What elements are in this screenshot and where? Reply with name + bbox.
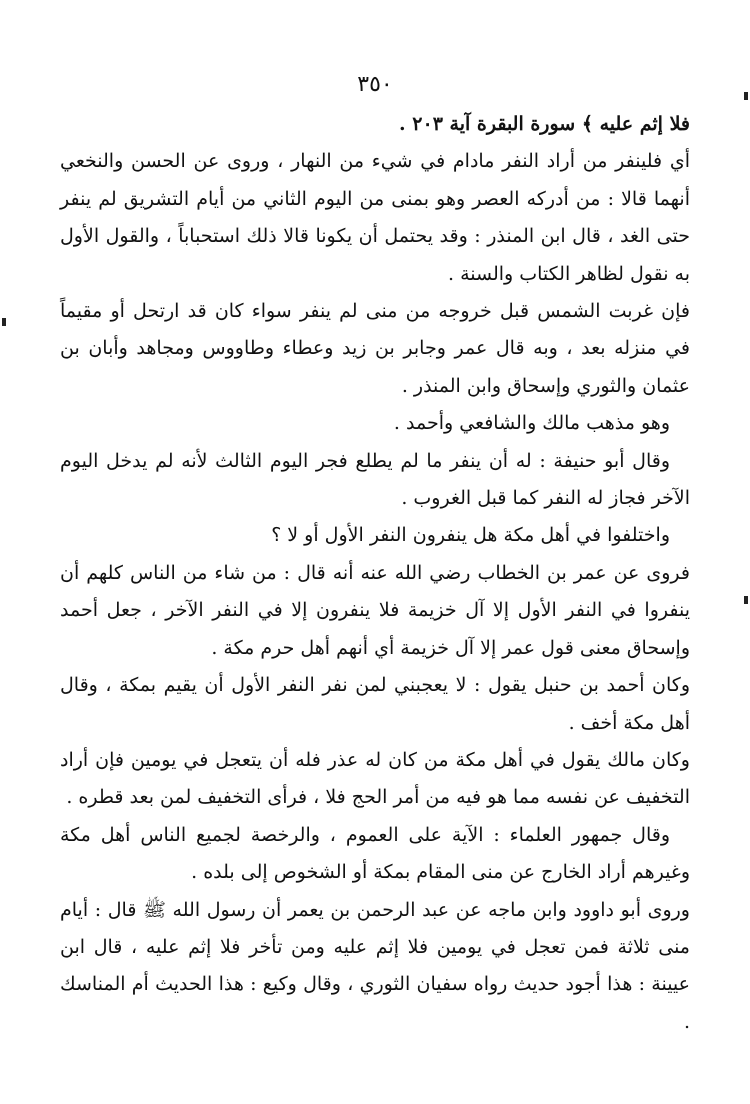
paragraph: وهو مذهب مالك والشافعي وأحمد . [393,412,670,435]
paragraph: فلا إثم عليه ﴾ سورة البقرة آية ٢٠٣ . [399,113,690,135]
body-text [60,106,690,1041]
paragraph: وكان مالك يقول في أهل مكة من كان له عذر فله أن يتعجل في يومين فإن أراد التخفيف عن نفسه مما هو فيه من أمر الحج فلا ، فرأى التخفيف لمن بعد قطره . [60,748,690,809]
margin-mark-left [2,318,6,326]
paragraph: وقال جمهور العلماء : الآية على العموم ، والرخصة لجميع الناس أهل مكة وغيرهم أراد الخارج عن منى المقام بمكة أو الشخوص إلى بلده . [60,823,690,884]
margin-mark-right [744,596,748,604]
paragraph: فروى عن عمر بن الخطاب رضي الله عنه أنه قال : من شاء من الناس كلهم أن ينفروا في النفر الأول إلا آل خزيمة فلا ينفرون إلا في النفر الآخر ، جعل أحمد وإسحاق معنى قول عمر إلا آل خزيمة أي أنهم أهل حرم مكة . [60,561,690,659]
paragraph: وكان أحمد بن حنبل يقول : لا يعجبني لمن نفر النفر الأول أن يقيم بمكة ، وقال أهل مكة أخف . [60,674,690,734]
paragraph: فإن غربت الشمس قبل خروجه من منى لم ينفر سواء كان قد ارتحل أو مقيماً في منزله بعد ، وبه قال عمر وجابر بن زيد وعطاء وطاووس ومجاهد وأبان بن عثمان والثوري وإسحاق وابن المنذر . [60,300,690,397]
paragraph: وقال أبو حنيفة : له أن ينفر ما لم يطلع فجر اليوم الثالث لأنه لم يدخل اليوم الآخر فجاز له النفر كما قبل الغروب . [60,449,690,510]
paragraph: واختلفوا في أهل مكة هل ينفرون النفر الأول أو لا ؟ [271,524,670,547]
document-page [60,70,690,1041]
margin-mark-top-right [744,92,748,100]
paragraph: أي فلينفر من أراد النفر مادام في شيء من النهار ، وروى عن الحسن والنخعي أنهما قالا : من أدركه العصر وهو بمنى من اليوم الثاني من أيام التشريق لم ينفر حتى الغد ، قال ابن المنذر : وقد يحتمل أن يكونا قالا ذلك استحباباً ، والقول الأول به نقول لظاهر الكتاب والسنة . [60,150,690,285]
page-number: ٣٥٠ [357,72,393,97]
paragraph: وروى أبو داوود وابن ماجه عن عبد الرحمن بن يعمر أن رسول الله ﷺ قال : أيام منى ثلاثة فمن تعجل في يومين فلا إثم عليه ومن تأخر فلا إثم عليه ، قال ابن عيينة : هذا أجود حديث رواه سفيان الثوري ، وقال وكيع : هذا الحديث أم المناسك . [60,898,690,1033]
